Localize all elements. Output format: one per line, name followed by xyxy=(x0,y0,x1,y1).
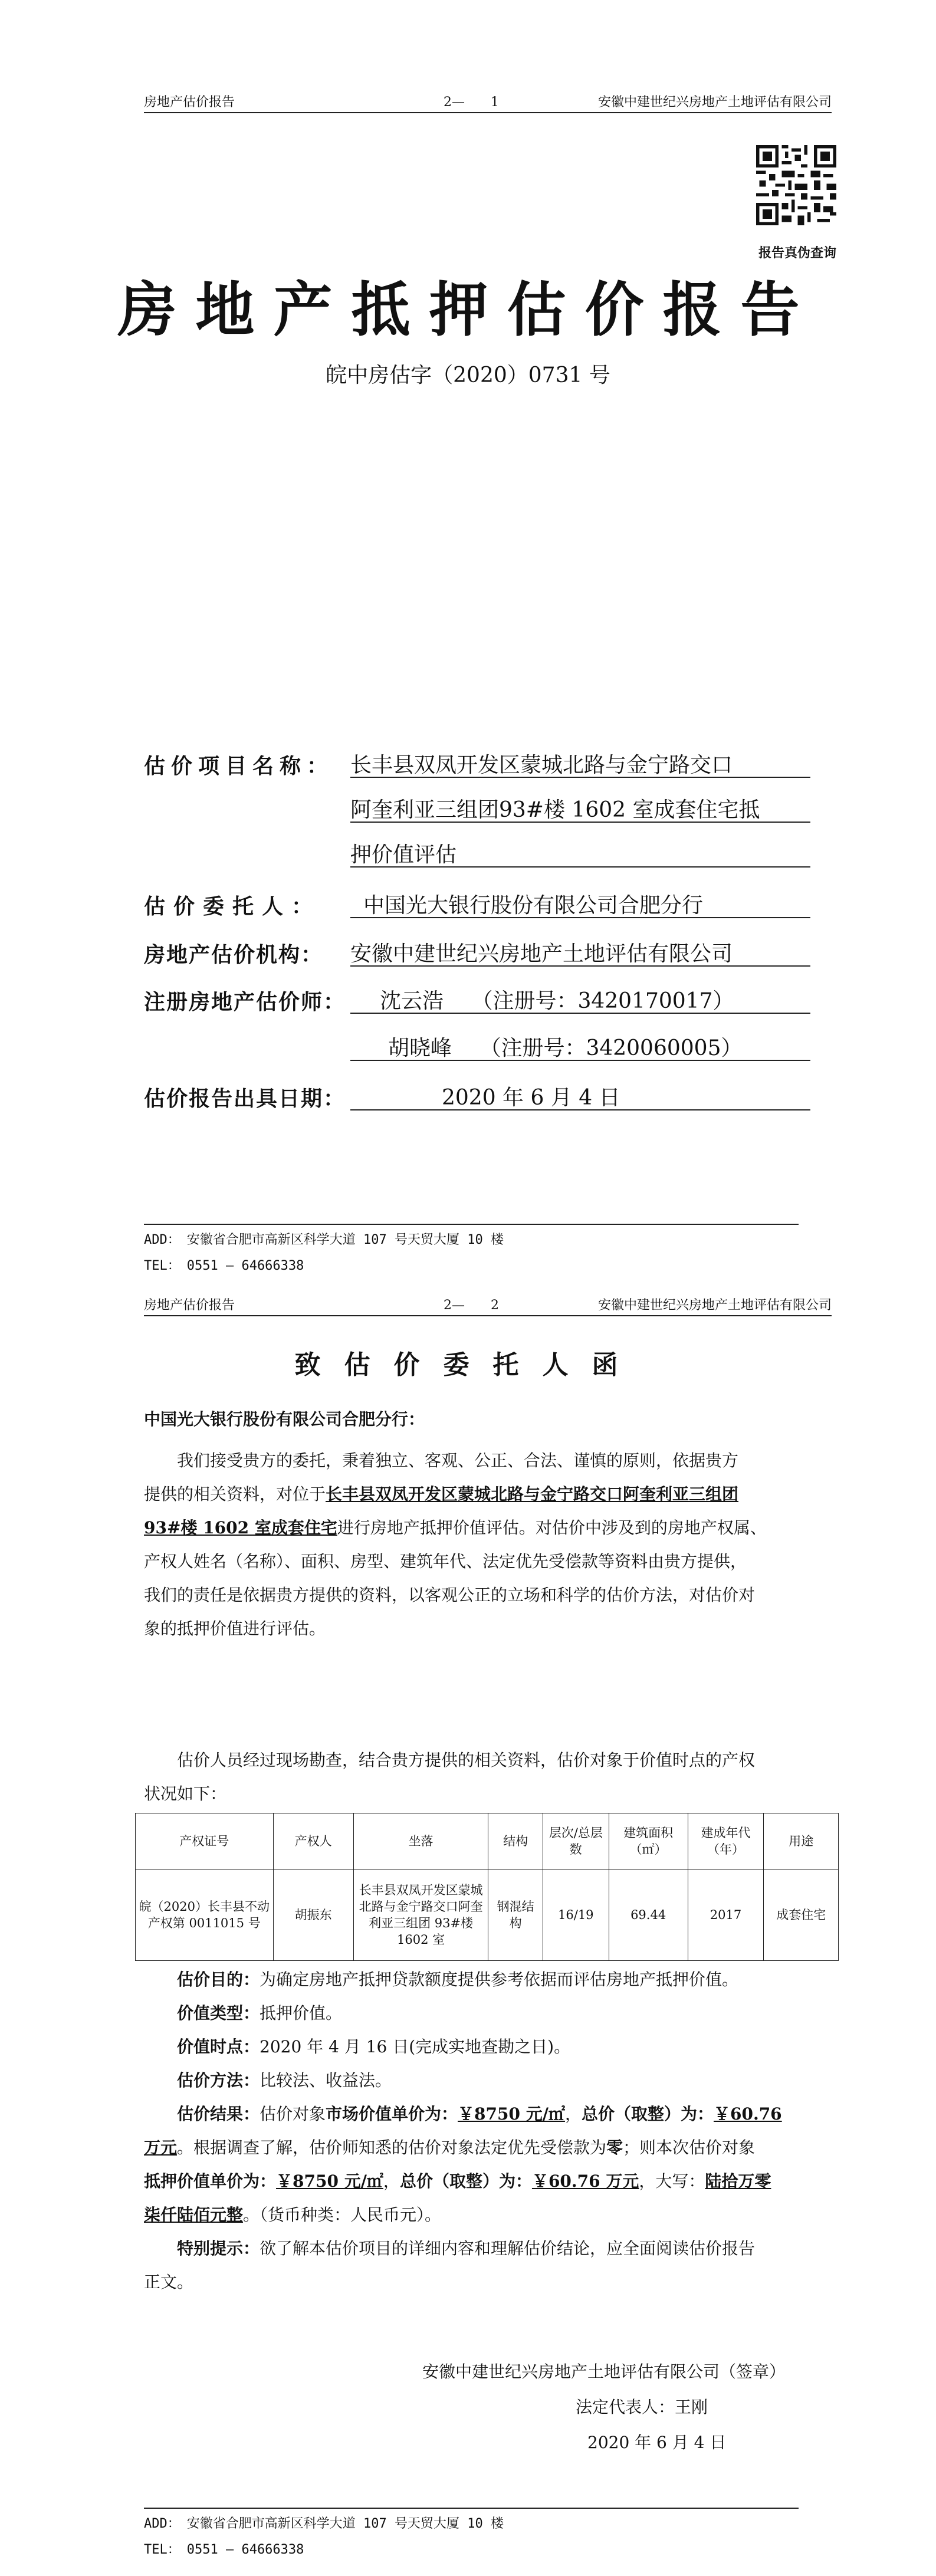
mortgage-unit-price: ￥8750 元/㎡ xyxy=(276,2171,383,2191)
property-unit: 93#楼 1602 室成套住宅 xyxy=(144,1518,337,1537)
market-total-price: ￥60.76 xyxy=(713,2104,782,2124)
header-page-number: 2— 2 xyxy=(444,1298,499,1313)
report-number: 皖中房估字（2020）0731 号 xyxy=(326,363,610,387)
qr-code-icon[interactable] xyxy=(756,145,836,225)
table-header: 结构 xyxy=(488,1813,543,1869)
header-right: 安徽中建世纪兴房地产土地评估有限公司 xyxy=(597,95,832,110)
purpose-line xyxy=(144,1963,832,1996)
value-type-label: 价值类型： xyxy=(177,2003,260,2023)
value-type-value: 抵押价值。 xyxy=(260,2003,343,2023)
text-line xyxy=(144,1511,832,1545)
table-header: 产权人 xyxy=(273,1813,353,1869)
letter-page xyxy=(0,1292,936,2576)
property-address: 长丰县双凤开发区蒙城北路与金宁路交口阿奎利亚三组团 xyxy=(326,1484,739,1504)
field-appraiser-label: 注册房地产估价师： xyxy=(144,990,346,1014)
letter-title: 致估价委托人函 xyxy=(294,1350,642,1380)
text-line: 我们的责任是依据贵方提供的资料，以客观公正的立场和科学的估价方法，对估价对 xyxy=(144,1585,756,1605)
text-span: 总价（取整）为： xyxy=(581,2104,714,2124)
table-header: 产权证号 xyxy=(136,1813,274,1869)
page-footer xyxy=(144,1224,799,1277)
page-footer xyxy=(144,2508,799,2561)
amount-in-words: 陆拾万零 xyxy=(705,2171,771,2191)
table-cell: 钢混结构 xyxy=(488,1869,543,1961)
purpose-label: 估价目的： xyxy=(177,1970,260,1989)
special-label: 特别提示： xyxy=(177,2239,260,2258)
method-value: 比较法、收益法。 xyxy=(260,2071,392,2090)
text-line xyxy=(144,1477,832,1511)
text-span: ，大写： xyxy=(639,2171,705,2191)
table-header: 层次/总层数 xyxy=(543,1813,609,1869)
text-span: ， xyxy=(383,2171,400,2191)
field-client-label: 估价委托人： xyxy=(144,894,321,919)
value-date-value: 2020 年 4 月 16 日(完成实地查勘之日)。 xyxy=(260,2037,571,2056)
header-left: 房地产估价报告 xyxy=(144,95,235,110)
purpose-value: 为确定房地产抵押贷款额度提供参考依据而评估房地产抵押价值。 xyxy=(260,1970,739,1989)
mortgage-total-price: ￥60.76 万元 xyxy=(531,2171,639,2191)
table-row xyxy=(136,1869,839,1961)
footer-tel: TEL： 0551 — 64666338 xyxy=(144,2542,304,2557)
result-line-3 xyxy=(144,2164,832,2198)
text-span: 提供的相关资料，对位于 xyxy=(144,1484,326,1504)
property-table xyxy=(135,1813,839,1961)
page-header xyxy=(144,88,832,113)
field-project-value-2: 阿奎利亚三组团93#楼 1602 室成套住宅抵 xyxy=(350,793,810,823)
result-label: 估价结果： xyxy=(177,2104,260,2124)
value-date-line xyxy=(144,2030,832,2064)
field-appraiser-value-2: 胡晓峰 （注册号：3420060005） xyxy=(350,1031,810,1061)
text-span: 总价（取整）为： xyxy=(399,2171,532,2191)
special-line-1 xyxy=(144,2232,832,2265)
text-line: 象的抵押价值进行评估。 xyxy=(144,1619,326,1638)
table-cell: 长丰县双凤开发区蒙城北路与金宁路交口阿奎利亚三组团 93#楼 1602 室 xyxy=(353,1869,488,1961)
table-cell: 16/19 xyxy=(543,1869,609,1961)
letter-date: 2020 年 6 月 4 日 xyxy=(587,2433,727,2452)
value-type-line xyxy=(144,1996,832,2030)
table-header: 用途 xyxy=(764,1813,839,1869)
header-page-number: 2— 1 xyxy=(444,95,499,110)
table-cell: 皖（2020）长丰县不动产权第 0011015 号 xyxy=(136,1869,274,1961)
table-cell: 69.44 xyxy=(609,1869,688,1961)
table-header: 建成年代（年） xyxy=(688,1813,764,1869)
text-span: ， xyxy=(564,2104,582,2124)
salutation: 中国光大银行股份有限公司合肥分行： xyxy=(144,1409,425,1429)
special-line-2: 正文。 xyxy=(144,2272,194,2292)
table-header: 建筑面积（㎡） xyxy=(609,1813,688,1869)
table-cell: 胡振东 xyxy=(273,1869,353,1961)
result-line-4 xyxy=(144,2198,832,2232)
field-date-value: 2020 年 6 月 4 日 xyxy=(350,1081,810,1110)
market-total-unit: 万元 xyxy=(144,2138,178,2157)
result-line-1 xyxy=(144,2097,832,2131)
value-date-label: 价值时点： xyxy=(177,2037,260,2056)
text-span: 。（货币种类：人民币元）。 xyxy=(243,2205,442,2225)
text-span: 进行房地产抵押价值评估。对估价中涉及到的房地产权属、 xyxy=(337,1518,767,1537)
table-header-row xyxy=(136,1813,839,1869)
market-unit-price: ￥8750 元/㎡ xyxy=(458,2104,565,2124)
legal-representative: 法定代表人：王刚 xyxy=(576,2397,708,2417)
amount-in-words-cont: 柒仟陆佰元整 xyxy=(144,2205,244,2225)
text-span: ；则本次估价对象 xyxy=(623,2138,756,2157)
text-span: 。根据调查了解，估价师知悉的估价对象法定优先受偿款为 xyxy=(177,2138,607,2157)
field-project-value-1: 长丰县双凤开发区蒙城北路与金宁路交口 xyxy=(350,748,810,778)
field-client-value: 中国光大银行股份有限公司合肥分行 xyxy=(350,889,810,918)
company-signature: 安徽中建世纪兴房地产土地评估有限公司（签章） xyxy=(422,2362,786,2381)
table-cell: 2017 xyxy=(688,1869,764,1961)
text-line: 我们接受贵方的委托，秉着独立、客观、公正、合法、谨慎的原则，依据贵方 xyxy=(177,1451,739,1470)
paragraph-1 xyxy=(144,1444,832,1645)
text-line: 估价人员经过现场勘查，结合贵方提供的相关资料，估价对象于价值时点的产权 xyxy=(177,1750,756,1770)
footer-address: ADD： 安徽省合肥市高新区科学大道 107 号天贸大厦 10 楼 xyxy=(144,1233,504,1247)
field-project-value-3: 押价值评估 xyxy=(350,838,810,868)
paragraph-2 xyxy=(144,1743,832,1811)
text-line: 产权人姓名（名称）、面积、房型、建筑年代、法定优先受偿款等资料由贵方提供， xyxy=(144,1552,747,1571)
details-block xyxy=(144,1963,832,2299)
text-span: 市场价值单价为： xyxy=(326,2104,458,2124)
field-project-label: 估价项目名称： xyxy=(144,754,334,778)
text-span: 估价对象 xyxy=(260,2104,326,2124)
special-text: 欲了解本估价项目的详细内容和理解估价结论，应全面阅读估价报告 xyxy=(260,2239,756,2258)
text-span: 抵押价值单价为： xyxy=(144,2171,277,2191)
report-title: 房地产抵押估价报告 xyxy=(117,275,819,344)
method-line xyxy=(144,2064,832,2097)
footer-address: ADD： 安徽省合肥市高新区科学大道 107 号天贸大厦 10 楼 xyxy=(144,2516,504,2531)
table-header: 坐落 xyxy=(353,1813,488,1869)
qr-caption: 报告真伪查询 xyxy=(758,245,836,261)
field-appraiser-value-1: 沈云浩 （注册号：3420170017） xyxy=(350,984,810,1014)
field-agency-value: 安徽中建世纪兴房地产土地评估有限公司 xyxy=(350,937,810,967)
result-line-2 xyxy=(144,2131,832,2164)
page-header xyxy=(144,1292,832,1316)
method-label: 估价方法： xyxy=(177,2071,260,2090)
field-agency-label: 房地产估价机构： xyxy=(144,942,324,967)
table-cell: 成套住宅 xyxy=(764,1869,839,1961)
text-line: 状况如下： xyxy=(144,1784,227,1803)
footer-tel: TEL： 0551 — 64666338 xyxy=(144,1259,304,1273)
header-right: 安徽中建世纪兴房地产土地评估有限公司 xyxy=(597,1298,832,1313)
priority-payment: 零 xyxy=(606,2138,623,2157)
header-left: 房地产估价报告 xyxy=(144,1298,235,1313)
field-date-label: 估价报告出具日期： xyxy=(144,1086,346,1111)
